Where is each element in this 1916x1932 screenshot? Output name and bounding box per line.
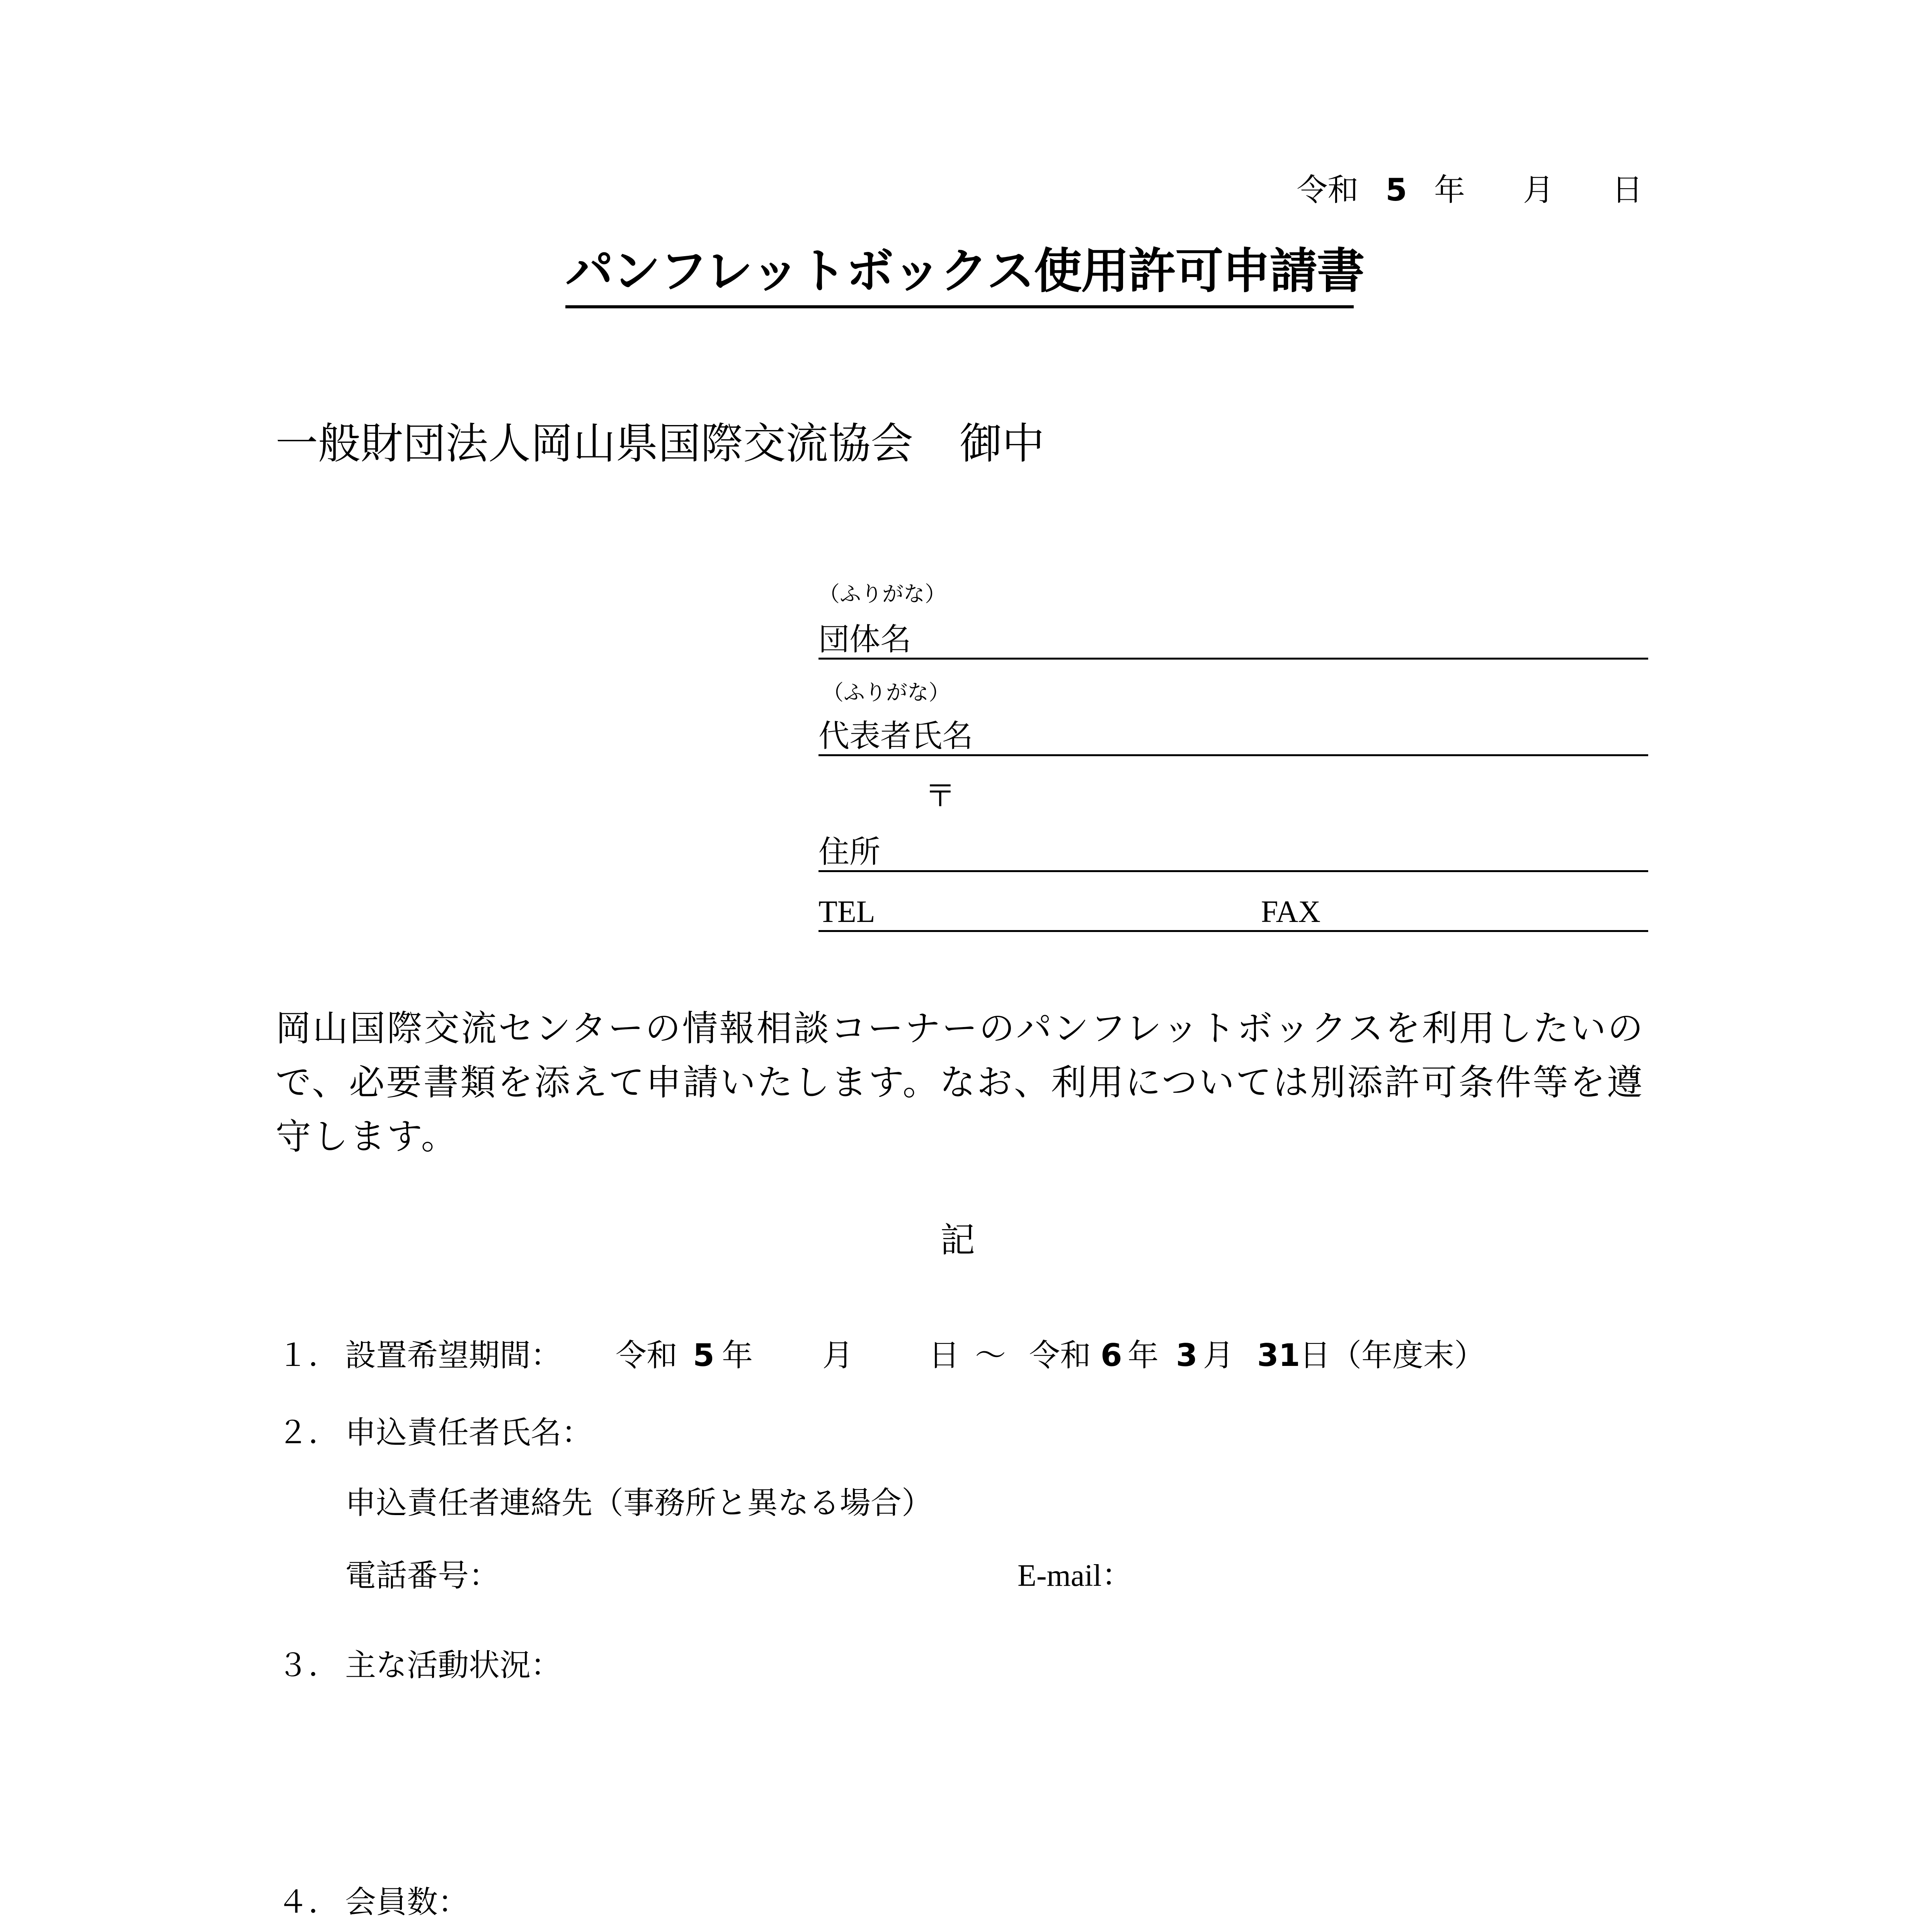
item4-number: ４． xyxy=(277,1884,339,1920)
document-title: パンフレットボックス使用許可申請書 xyxy=(565,243,1364,299)
item4-label: 会員数： xyxy=(345,1884,469,1920)
period-end-era: 令和 xyxy=(1029,1337,1091,1373)
representative-field[interactable] xyxy=(818,754,1648,756)
period-end-month-unit: 月 xyxy=(1203,1337,1234,1373)
addressee xyxy=(276,419,1045,468)
furigana-label-org: （ふりがな） xyxy=(818,582,946,606)
item3-label: 主な活動状況： xyxy=(345,1647,562,1683)
postal-mark: 〒 xyxy=(925,778,956,814)
org-name-field[interactable] xyxy=(818,658,1648,660)
period-start-year-unit: 年 xyxy=(722,1337,753,1373)
period-end-year: 6 xyxy=(1101,1337,1122,1373)
period-end-month: 3 xyxy=(1176,1337,1198,1373)
addressee-honorific: 御中 xyxy=(960,419,1045,468)
date-year: 5 xyxy=(1385,172,1407,208)
period-start-day-unit: 日 xyxy=(929,1337,960,1373)
date-year-unit: 年 xyxy=(1434,172,1465,208)
tel-label: TEL xyxy=(818,895,875,929)
period-start-era: 令和 xyxy=(616,1337,677,1373)
phone-label: 電話番号： xyxy=(345,1558,500,1594)
date-era: 令和 xyxy=(1297,172,1359,208)
item2-label: 申込責任者氏名： xyxy=(345,1415,592,1451)
representative-label: 代表者氏名 xyxy=(818,718,973,754)
application-statement: 岡山国際交流センターの情報相談コーナーのパンフレットボックスを利用したいので、必要書類を添えて申請いたします。なお、利用については別添許可条件等を遵守します。 xyxy=(276,1008,1645,1157)
item1-number: １． xyxy=(277,1337,339,1373)
email-label: E-mail： xyxy=(1018,1559,1133,1593)
application-date xyxy=(1297,172,1643,208)
addressee-org: 一般財団法人岡山県国際交流協会 xyxy=(276,419,913,468)
period-end-year-unit: 年 xyxy=(1128,1337,1159,1373)
date-month-unit: 月 xyxy=(1523,172,1554,208)
address-label: 住所 xyxy=(818,834,880,870)
period-start-year: 5 xyxy=(693,1337,715,1373)
fax-label: FAX xyxy=(1261,895,1321,929)
item2-number: ２． xyxy=(277,1415,339,1451)
item3-number: ３． xyxy=(277,1647,339,1683)
period-note: （年度末） xyxy=(1331,1337,1485,1373)
contact-label: 申込責任者連絡先（事務所と異なる場合） xyxy=(345,1485,932,1521)
period-start-month-unit: 月 xyxy=(822,1337,853,1373)
period-end-day: 31 xyxy=(1257,1337,1300,1373)
ki-heading: 記 xyxy=(940,1220,975,1260)
tel-fax-field[interactable] xyxy=(818,930,1648,932)
title-underline xyxy=(565,305,1354,308)
period-tilde: ～ xyxy=(975,1337,1006,1373)
item1-label: 設置希望期間： xyxy=(345,1337,562,1373)
org-name-label: 団体名 xyxy=(818,621,911,657)
furigana-label-rep: （ふりがな） xyxy=(822,680,950,705)
date-day-unit: 日 xyxy=(1612,172,1643,208)
period-end-day-unit: 日 xyxy=(1300,1337,1331,1373)
address-field[interactable] xyxy=(818,870,1648,872)
